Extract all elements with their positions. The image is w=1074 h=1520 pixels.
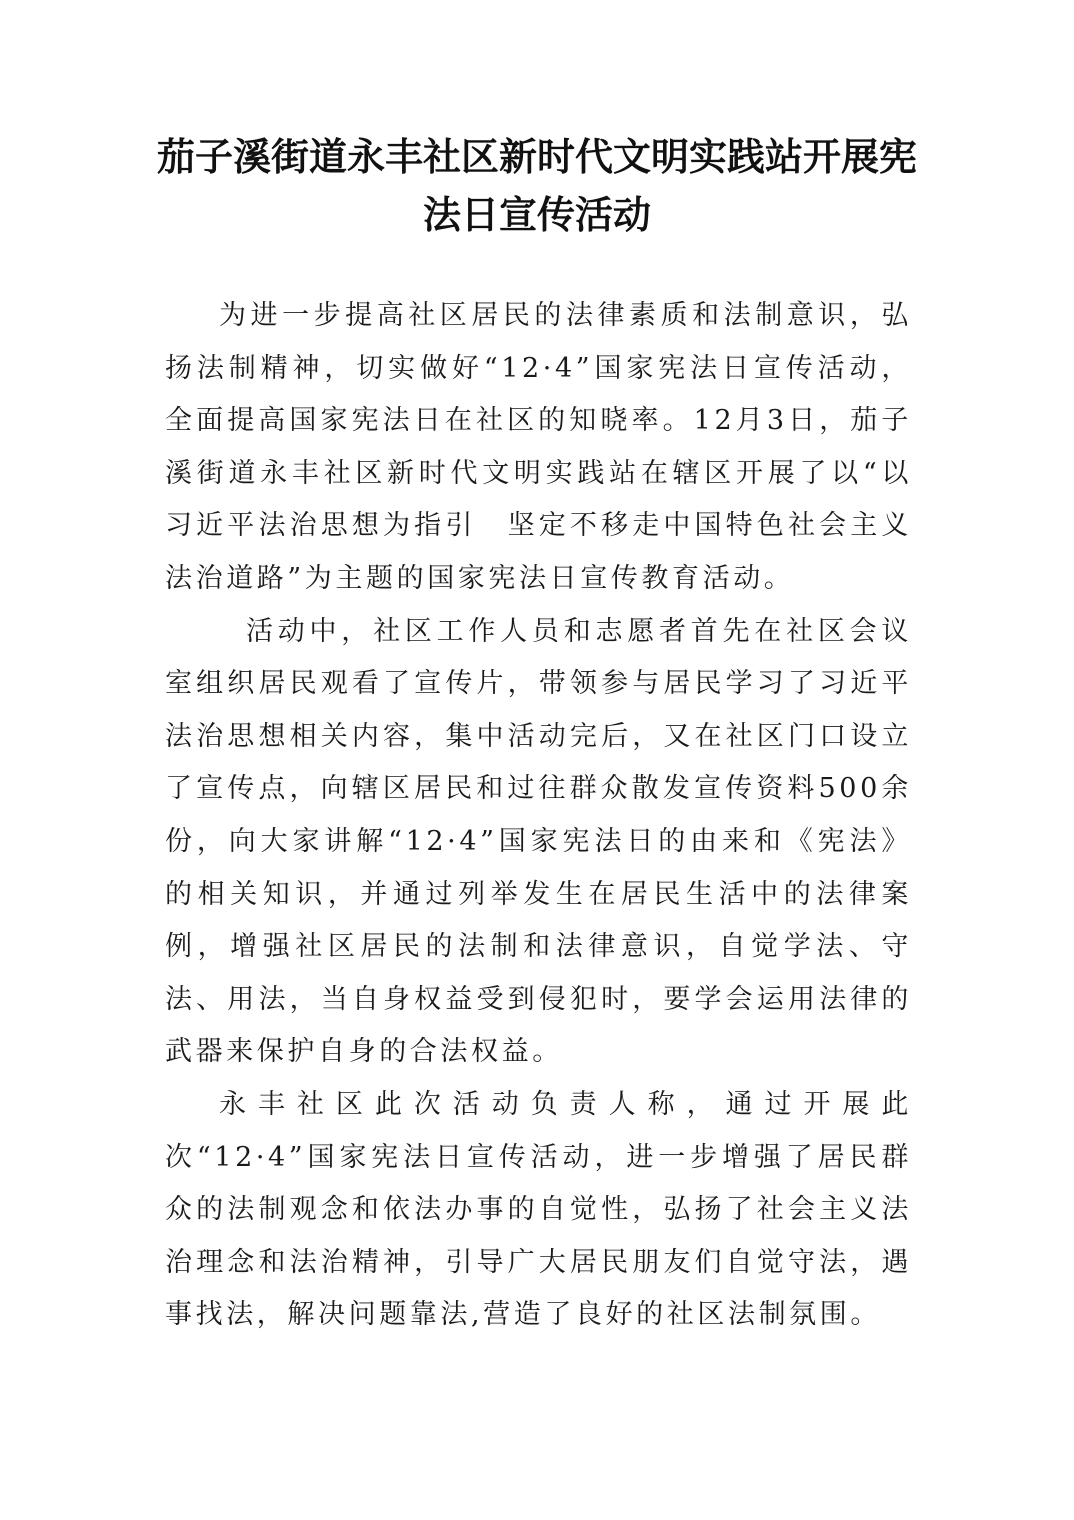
paragraph-summary: 永丰社区此次活动负责人称，通过开展此次“12·4”国家宪法日宣传活动，进一步增强了居民群众的法制观念和依法办事的自觉性，弘扬了社会主义法治理念和法治精神，引导广大居民朋友们自觉守法，遇事找法，解决问题靠法,营造了良好的社区法制氛围。 xyxy=(165,1088,912,1331)
paragraph-intro: 为进一步提高社区居民的法律素质和法制意识，弘扬法制精神，切实做好“12·4”国家宪法日宣传活动，全面提高国家宪法日在社区的知晓率。12月3日，茄子溪街道永丰社区新时代文明实践站在辖区开展了以“以习近平法治思想为指引 坚定不移走中国特色社会主义法治道路”为主题的国家宪法日宣传教育活动。 xyxy=(165,300,912,594)
document-title: 茄子溪街道永丰社区新时代文明实践站开展宪法日宣传活动 xyxy=(156,135,917,237)
paragraph-activity: 活动中，社区工作人员和志愿者首先在社区会议室组织居民观看了宣传片，带领参与居民学习了习近平法治思想相关内容，集中活动完后，又在社区门口设立了宣传点，向辖区居民和过往群众散发宣传资料500余份，向大家讲解“12·4”国家宪法日的由来和《宪法》的相关知识，并通过列举发生在居民生活中的法律案例，增强社区居民的法制和法律意识，自觉学法、守法、用法，当自身权益受到侵犯时，要学会运用法律的武器来保护自身的合法权益。 xyxy=(165,615,912,1068)
document-body xyxy=(165,290,912,1342)
